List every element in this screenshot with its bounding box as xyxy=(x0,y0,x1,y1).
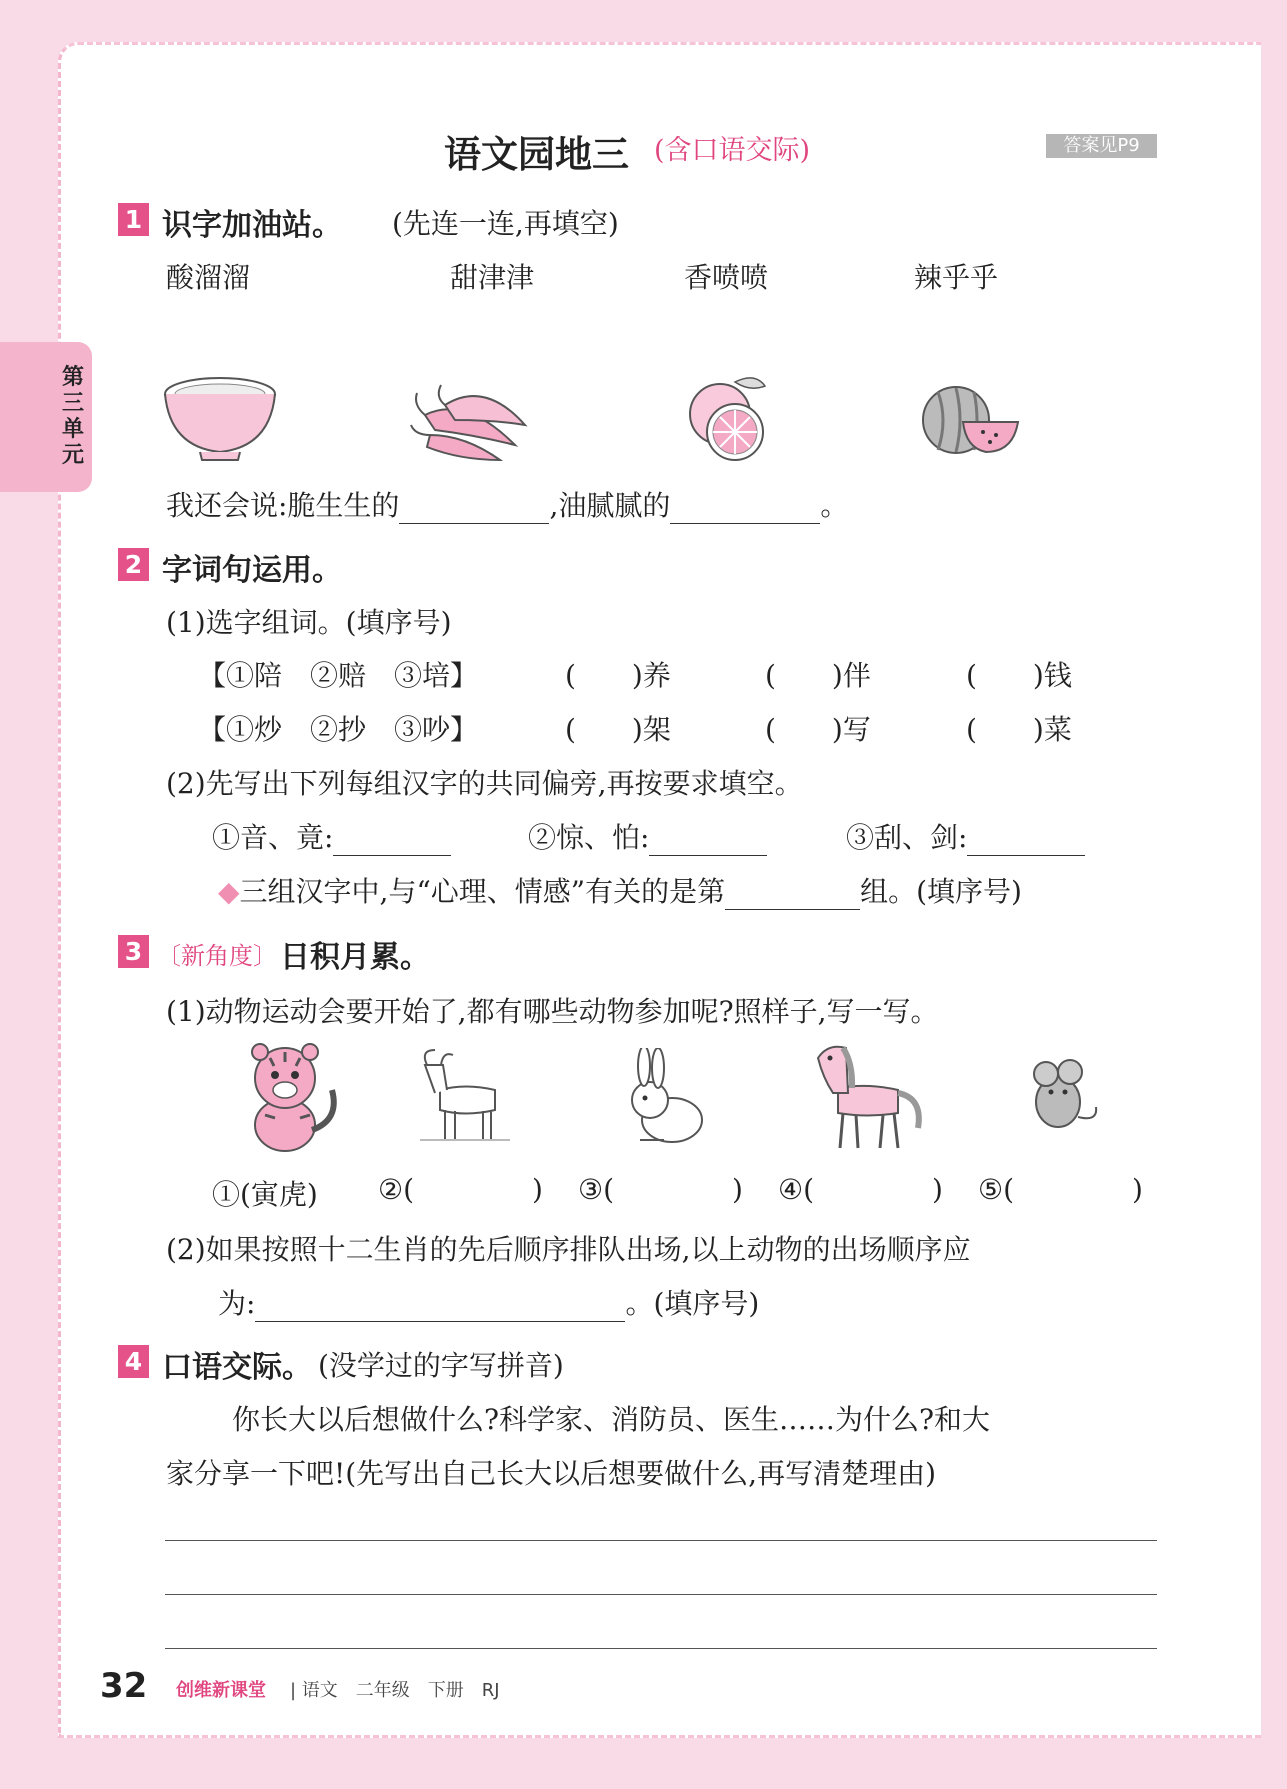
grapefruit-icon[interactable] xyxy=(680,372,780,467)
row-1-item-3[interactable]: ( )钱 xyxy=(966,659,1072,692)
question-1-note: (先连一连,再填空) xyxy=(392,207,619,240)
radical-group-2-blank[interactable] xyxy=(649,825,767,856)
radical-group-1-label: ①音、竟: xyxy=(212,821,334,854)
also-say-end: 。 xyxy=(820,489,849,522)
row-1-item-2[interactable]: ( )伴 xyxy=(765,659,871,692)
animal-answer-3-close: ) xyxy=(732,1173,743,1206)
new-angle-tag: 〔新角度〕 xyxy=(157,942,277,970)
extra-question xyxy=(218,870,1022,910)
greasy-answer-blank[interactable] xyxy=(670,493,820,524)
page-title: 语文园地三 xyxy=(444,133,629,176)
order-suffix: 。(填序号) xyxy=(625,1287,760,1320)
animal-answer-5-close: ) xyxy=(1132,1173,1143,1206)
radical-group-3-blank[interactable] xyxy=(967,825,1085,856)
order-answer-blank[interactable] xyxy=(255,1291,625,1322)
question-3-number: 3 xyxy=(118,935,149,968)
word-sweet: 甜津津 xyxy=(450,261,535,294)
animal-answer-2-open[interactable]: ②( xyxy=(378,1173,415,1206)
question-2-number: 2 xyxy=(118,548,149,581)
order-prefix: 为: xyxy=(218,1287,256,1320)
tiger-icon xyxy=(240,1040,345,1155)
row-2-item-1[interactable]: ( )架 xyxy=(565,713,671,746)
chili-peppers-icon[interactable] xyxy=(405,375,535,465)
horse-icon xyxy=(808,1038,928,1153)
animal-answer-4-close: ) xyxy=(932,1173,943,1206)
animal-answer-2-close: ) xyxy=(532,1173,543,1206)
question-3-part-1-label: (1)动物运动会要开始了,都有哪些动物参加呢?照样子,写一写。 xyxy=(166,995,939,1028)
extra-question-suffix: 组。(填序号) xyxy=(860,875,1022,908)
writing-line-2[interactable] xyxy=(165,1594,1157,1595)
question-4-text-line-2: 家分享一下吧!(先写出自己长大以后想要做什么,再写清楚理由) xyxy=(166,1457,937,1490)
question-1-heading: 识字加油站。 xyxy=(162,208,342,243)
row-2-item-3[interactable]: ( )菜 xyxy=(966,713,1072,746)
row-1-item-1[interactable]: ( )养 xyxy=(565,659,671,692)
row-1-options: 【①陪 ②赔 ③培】 xyxy=(198,659,479,692)
question-4-text-line-1: 你长大以后想做什么?科学家、消防员、医生……为什么?和大 xyxy=(232,1403,991,1436)
page-number: 32 xyxy=(100,1666,148,1706)
answer-reference-badge: 答案见P9 xyxy=(1046,134,1157,158)
question-3-heading: 日积月累。 xyxy=(280,940,430,975)
row-2-item-2[interactable]: ( )写 xyxy=(765,713,871,746)
goat-icon xyxy=(415,1045,515,1145)
rabbit-icon xyxy=(620,1048,710,1148)
watermelon-icon[interactable] xyxy=(918,380,1023,460)
word-spicy: 辣乎乎 xyxy=(914,261,999,294)
crisp-answer-blank[interactable] xyxy=(399,493,549,524)
mouse-icon xyxy=(1018,1052,1103,1137)
word-fragrant: 香喷喷 xyxy=(684,261,769,294)
animal-answer-3-open[interactable]: ③( xyxy=(578,1173,615,1206)
question-4-number: 4 xyxy=(118,1345,149,1378)
animal-answer-1: ①(寅虎) xyxy=(212,1178,318,1211)
question-1-number: 1 xyxy=(118,203,149,236)
also-say-mid: ,油腻腻的 xyxy=(549,489,671,522)
question-2-heading: 字词句运用。 xyxy=(162,553,342,588)
page-subtitle: (含口语交际) xyxy=(654,135,811,166)
radical-group-3-label: ③刮、剑: xyxy=(846,821,968,854)
extra-question-prefix: 三组汉字中,与“心理、情感”有关的是第 xyxy=(239,875,726,908)
question-4-note: (没学过的字写拼音) xyxy=(318,1349,564,1382)
diamond-icon: ◆ xyxy=(218,875,240,908)
question-3-part-2-line-1: (2)如果按照十二生肖的先后顺序排队出场,以上动物的出场顺序应 xyxy=(166,1233,971,1266)
question-3-part-2-line-2 xyxy=(218,1282,759,1322)
radical-group-1 xyxy=(212,816,451,856)
word-sour: 酸溜溜 xyxy=(166,261,251,294)
extra-question-blank[interactable] xyxy=(725,879,860,910)
writing-line-1[interactable] xyxy=(165,1540,1157,1541)
question-4-heading: 口语交际。 xyxy=(162,1350,312,1385)
rice-bowl-icon[interactable] xyxy=(160,372,280,462)
question-2-part-2-label: (2)先写出下列每组汉字的共同偏旁,再按要求填空。 xyxy=(166,767,803,800)
question-2-part-1-label: (1)选字组词。(填序号) xyxy=(166,606,452,639)
row-2-options: 【①炒 ②抄 ③吵】 xyxy=(198,713,479,746)
writing-line-3[interactable] xyxy=(165,1648,1157,1649)
also-say-prefix: 我还会说:脆生生的 xyxy=(166,489,400,522)
radical-group-2-label: ②惊、怕: xyxy=(528,821,650,854)
also-say-line xyxy=(166,484,848,524)
animal-answer-5-open[interactable]: ⑤( xyxy=(978,1173,1015,1206)
footer-info: | 语文 二年级 下册 RJ xyxy=(290,1680,500,1701)
footer-brand: 创维新课堂 xyxy=(176,1680,266,1701)
radical-group-1-blank[interactable] xyxy=(333,825,451,856)
radical-group-3 xyxy=(846,816,1085,856)
animal-answer-4-open[interactable]: ④( xyxy=(778,1173,815,1206)
radical-group-2 xyxy=(528,816,767,856)
unit-side-tab-label: 第三单元 xyxy=(61,365,84,468)
